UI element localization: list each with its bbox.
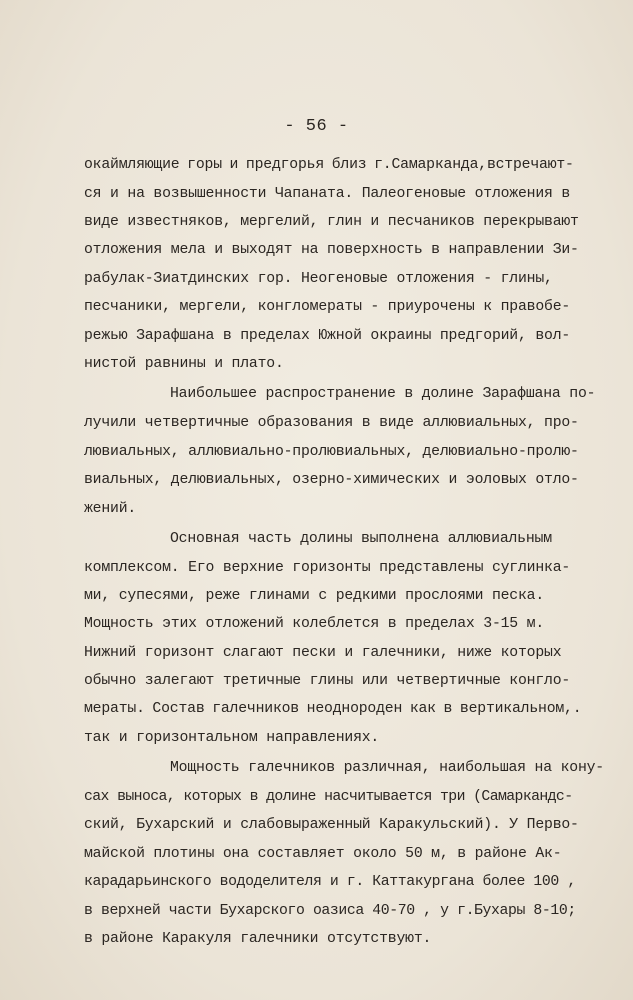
text-line: виальных, делювиальных, озерно-химических и эоловых отло- xyxy=(84,472,579,488)
text-line: Основная часть долины выполнена аллювиальным xyxy=(170,531,552,547)
text-line: виде известняков, мергелий, глин и песчаников перекрывают xyxy=(84,214,579,230)
text-line: ся и на возвышенности Чапаната. Палеогеновые отложения в xyxy=(84,186,571,202)
text-line: Нижний горизонт слагают пески и галечники, ниже которых xyxy=(84,645,562,661)
text-line: окаймляющие горы и предгорья близ г.Самарканда,встречают- xyxy=(84,157,574,173)
text-line: рабулак-Зиатдинских гор. Неогеновые отложения - глины, xyxy=(84,271,553,287)
text-line: жений. xyxy=(84,501,137,517)
text-line: Мощность галечников различная, наибольшая на кону- xyxy=(170,760,604,776)
text-line: сах выноса, которых в долине насчитывается три (Самаркандс- xyxy=(84,789,573,805)
text-line: карадарьинского вододелителя и г. Каттакургана более 100 , xyxy=(84,874,576,890)
text-line: майской плотины она составляет около 50 м, в районе Ак- xyxy=(84,846,562,862)
text-line: мераты. Состав галечников неоднороден как в вертикальном,. xyxy=(84,701,582,717)
text-line: нистой равнины и плато. xyxy=(84,356,284,372)
text-line: ский, Бухарский и слабовыраженный Каракульский). У Перво- xyxy=(84,817,579,833)
text-line: лучили четвертичные образования в виде аллювиальных, про- xyxy=(84,415,579,431)
page-number: - 56 - xyxy=(284,117,349,136)
text-line: режью Зарафшана в пределах Южной окраины предгорий, вол- xyxy=(84,328,571,344)
text-line: лювиальных, аллювиально-пролювиальных, делювиально-пролю- xyxy=(84,444,579,460)
text-line: Мощность этих отложений колеблется в пределах 3-15 м. xyxy=(84,616,545,632)
text-line: комплексом. Его верхние горизонты представлены суглинка- xyxy=(84,560,571,576)
text-line: Наибольшее распространение в долине Зарафшана по- xyxy=(170,386,596,402)
text-line: в верхней части Бухарского оазиса 40-70 , у г.Бухары 8-10; xyxy=(84,903,576,919)
text-line: обычно залегают третичные глины или четвертичные конгло- xyxy=(84,673,571,689)
text-line: песчаники, мергели, конгломераты - приурочены к правобе- xyxy=(84,299,571,315)
text-line: в районе Каракуля галечники отсутствуют. xyxy=(84,931,432,947)
text-line: ми, супесями, реже глинами с редкими прослоями песка. xyxy=(84,588,545,604)
text-line: так и горизонтальном направлениях. xyxy=(84,730,380,746)
text-line: отложения мела и выходят на поверхность в направлении Зи- xyxy=(84,242,579,258)
